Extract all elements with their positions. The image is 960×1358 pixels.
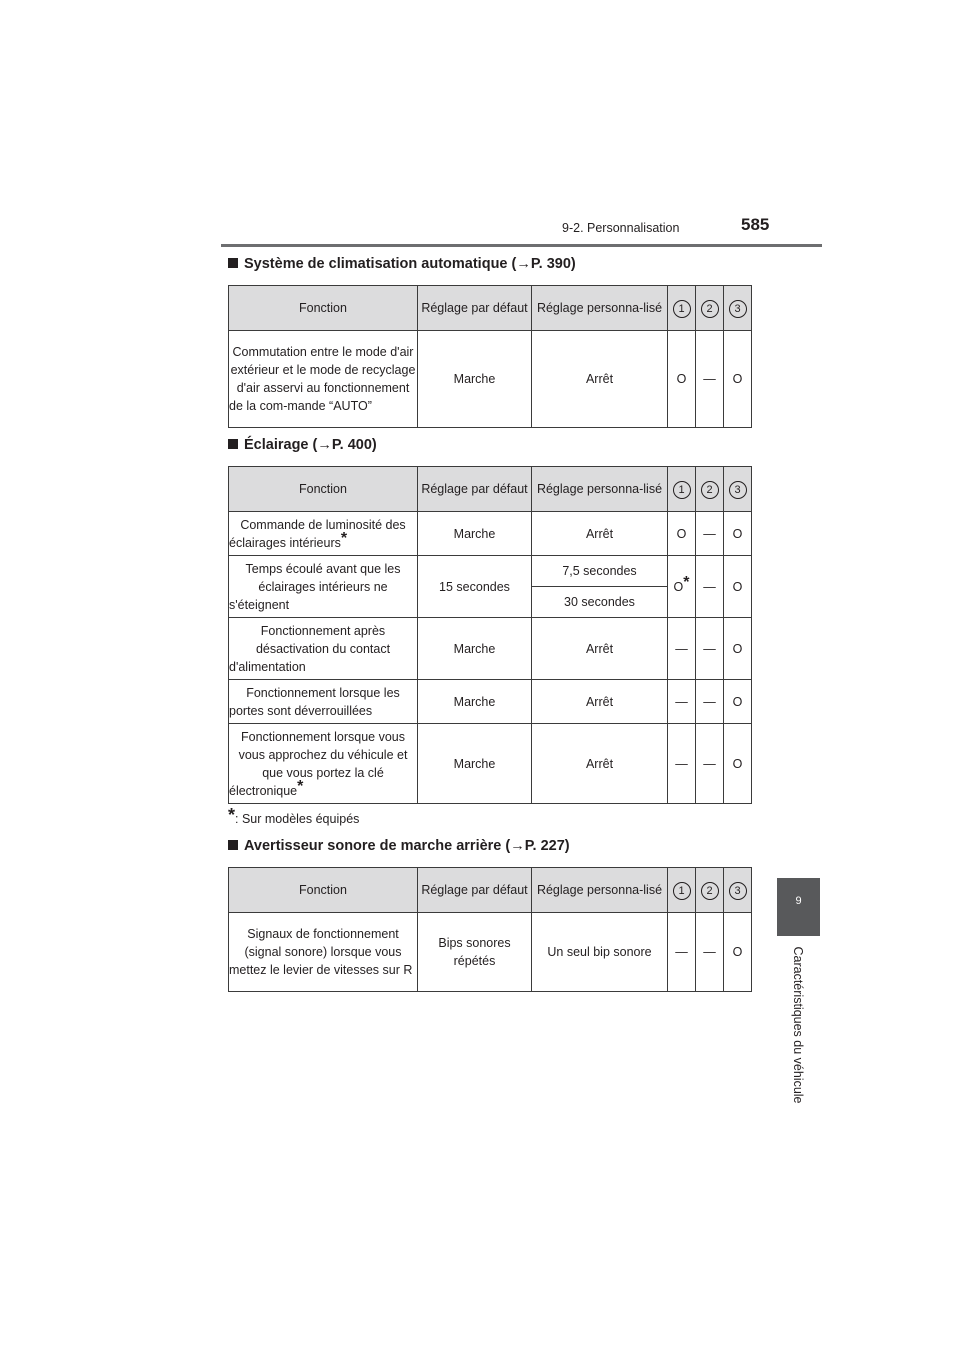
function-cell [229,512,418,556]
header-function: Fonction [229,286,418,331]
col2-cell: — [696,556,724,618]
footnote-star: * [683,573,690,591]
function-text: Commande de luminosité des éclairages intérieurs [229,517,406,550]
col2-cell: — [696,724,724,804]
col3-cell: O [724,331,752,428]
section-heading: 9-2. Personnalisation [562,221,680,235]
chapter-label: Caractéristiques du véhicule [791,946,805,1104]
custom-cell: Arrêt [532,512,668,556]
square-bullet-icon [228,439,238,449]
function-cell: Temps écoulé avant que les éclairages intérieurs ne s'éteignent [229,556,418,618]
custom-cell: Arrêt [532,724,668,804]
function-text: Fonctionnement lorsque vous vous approchez du véhicule et que vous portez la clé électronique [229,729,408,798]
header-default: Réglage par défaut [418,467,532,512]
col1-text: O [673,579,684,594]
square-bullet-icon [228,840,238,850]
footnote-star: * [340,529,348,547]
function-cell: Fonctionnement après désactivation du contact d'alimentation [229,618,418,680]
col2-cell: — [696,331,724,428]
default-cell: Bips sonores répétés [418,913,532,992]
header-custom: Réglage personna-lisé [532,467,668,512]
custom-cell: Arrêt [532,618,668,680]
col1-cell: — [668,618,696,680]
col2-cell: — [696,680,724,724]
header-divider [221,244,822,247]
header-function: Fonction [229,868,418,913]
square-bullet-icon [228,258,238,268]
header-col2 [696,868,724,913]
circled-number-1-icon: 1 [673,481,691,499]
col1-cell: — [668,680,696,724]
custom-cell-b: 30 secondes [532,587,668,618]
header-custom: Réglage personna-lisé [532,286,668,331]
section-title-avertisseur [228,838,570,854]
table-row [229,618,752,680]
table-row [229,331,752,428]
circled-number-2-icon: 2 [701,300,719,318]
col1-cell [668,556,696,618]
table-header-row [229,467,752,512]
table-header-row [229,868,752,913]
function-cell: Signaux de fonctionnement (signal sonore) lorsque vous mettez le levier de vitesses sur R [229,913,418,992]
header-col1 [668,467,696,512]
footnote [228,805,360,826]
col2-cell: — [696,913,724,992]
col2-cell: — [696,618,724,680]
col3-cell: O [724,724,752,804]
section-title-text: Avertisseur sonore de marche arrière (→P. 227) [244,838,570,854]
table-eclairage [228,466,752,804]
default-cell: Marche [418,512,532,556]
chapter-tab[interactable] [777,878,820,936]
col3-cell: O [724,913,752,992]
header-custom: Réglage personna-lisé [532,868,668,913]
header-default: Réglage par défaut [418,286,532,331]
section-title-eclairage [228,437,377,453]
function-cell [229,724,418,804]
header-col2 [696,467,724,512]
header-col3 [724,868,752,913]
col3-cell: O [724,618,752,680]
header-col2 [696,286,724,331]
col3-cell: O [724,512,752,556]
default-cell: Marche [418,331,532,428]
default-cell: 15 secondes [418,556,532,618]
circled-number-1-icon: 1 [673,882,691,900]
col1-cell: — [668,913,696,992]
circled-number-3-icon: 3 [729,882,747,900]
table-row [229,724,752,804]
page-number: 585 [741,215,770,234]
circled-number-3-icon: 3 [729,481,747,499]
col1-cell: O [668,331,696,428]
function-cell: Commutation entre le mode d'air extérieur et le mode de recyclage d'air asservi au fonctionnement de la com-mande “AUTO” [229,331,418,428]
circled-number-1-icon: 1 [673,300,691,318]
footnote-text: : Sur modèles équipés [235,812,360,826]
circled-number-2-icon: 2 [701,882,719,900]
footnote-star: * [297,777,304,795]
footnote-star: * [228,805,236,825]
chapter-number: 9 [795,895,802,907]
default-cell: Marche [418,680,532,724]
col1-cell: O [668,512,696,556]
header-col1 [668,868,696,913]
table-avertisseur [228,867,752,992]
function-cell: Fonctionnement lorsque les portes sont déverrouillées [229,680,418,724]
custom-cell-a: 7,5 secondes [532,556,668,587]
col1-cell: — [668,724,696,804]
table-climatisation [228,285,752,428]
section-title-text: Système de climatisation automatique (→P. 390) [244,256,576,272]
default-cell: Marche [418,724,532,804]
col2-cell: — [696,512,724,556]
col3-cell: O [724,680,752,724]
header-col1 [668,286,696,331]
table-row [229,512,752,556]
custom-cell: Arrêt [532,680,668,724]
circled-number-2-icon: 2 [701,481,719,499]
section-title-climatisation [228,256,576,272]
header-default: Réglage par défaut [418,868,532,913]
table-header-row [229,286,752,331]
custom-cell: Un seul bip sonore [532,913,668,992]
header-col3 [724,286,752,331]
table-row [229,680,752,724]
header-col3 [724,467,752,512]
header-function: Fonction [229,467,418,512]
col3-cell: O [724,556,752,618]
table-row [229,556,752,587]
default-cell: Marche [418,618,532,680]
section-title-text: Éclairage (→P. 400) [244,437,377,453]
custom-cell: Arrêt [532,331,668,428]
table-row [229,913,752,992]
circled-number-3-icon: 3 [729,300,747,318]
